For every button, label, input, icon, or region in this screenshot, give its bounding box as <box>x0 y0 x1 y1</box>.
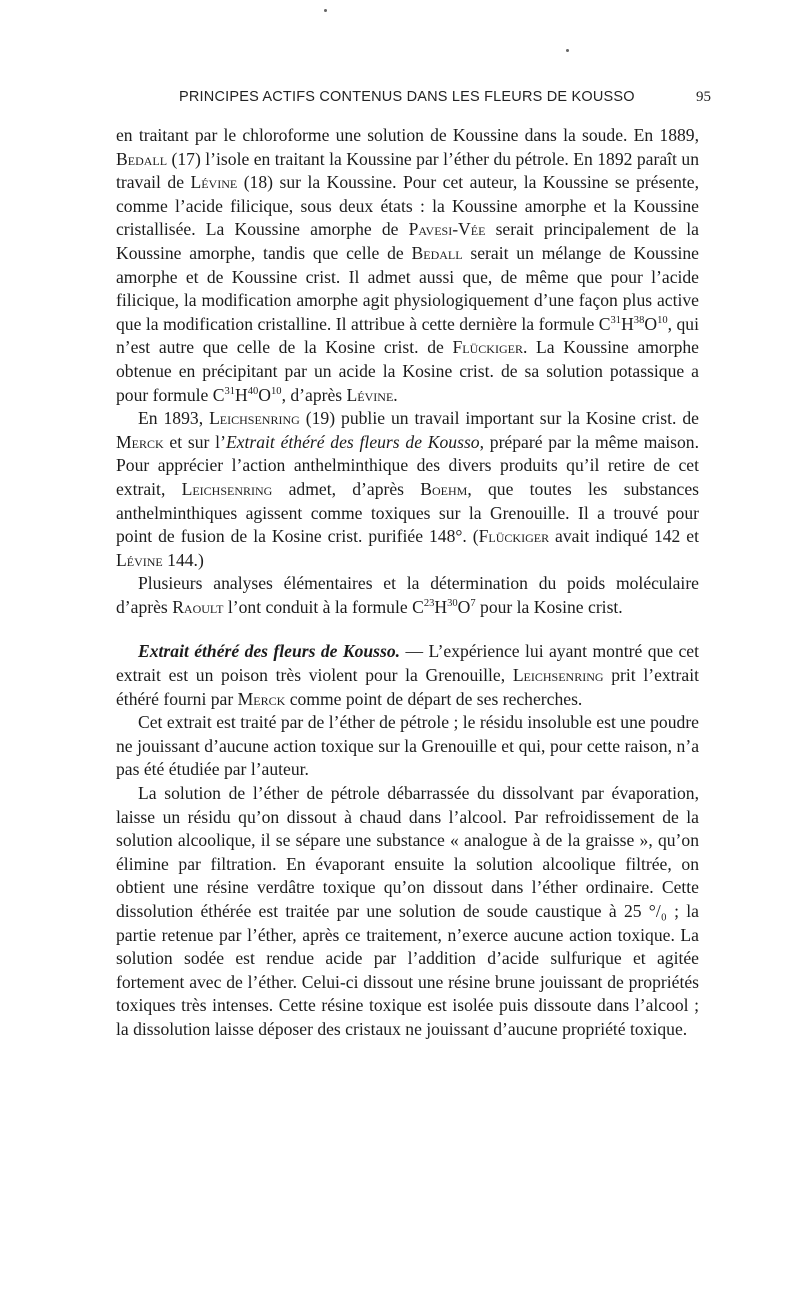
paragraph: En 1893, Leichsenring (19) publie un travail important sur la Kosine crist. de Merck et sur l’Extrait éthéré des fleurs de Kousso, préparé par la même maison. Pour apprécier l’action anthelminthique des divers produits qu’il retire de cet extrait, Leichsenring admet, d’après Boehm, que toutes les substances anthelminthiques agissent comme toxiques sur la Grenouille. Il a trouvé pour point de fusion de la Kosine crist. purifiée 148°. (Flückiger avait indiqué 142 et Lévine 144.) <box>116 408 699 570</box>
formula-subscript: 10 <box>271 385 282 397</box>
author-name: Leichsenring <box>181 478 273 499</box>
author-name: Raoult <box>172 596 224 617</box>
paragraph: Plusieurs analyses élémentaires et la détermination du poids moléculaire d’après Raoult l’ont conduit à la formule $C^{23}H^{30}O^7$ pour la Kosine crist. <box>116 573 699 617</box>
author-name: Merck <box>116 431 164 452</box>
scan-speck <box>566 49 569 52</box>
formula-subscript: 23 <box>423 598 435 610</box>
formula-subscript: 31 <box>610 314 622 326</box>
author-name: Boehm <box>420 478 468 499</box>
author-name: Merck <box>237 688 286 709</box>
author-name: Flückiger <box>452 337 523 358</box>
author-name: Lévine <box>116 549 163 570</box>
author-name: Leichsenring <box>512 665 604 686</box>
author-name: Lévine <box>190 172 238 193</box>
formula-subscript: 10 <box>657 314 668 326</box>
formula-subscript: 40 <box>247 385 259 397</box>
formula-subscript: 31 <box>224 385 236 397</box>
author-name: Lévine <box>346 384 394 405</box>
paragraph: La solution de l’éther de pétrole débarrassée du dissolvant par évaporation, laisse un résidu qu’on dissout à chaud dans l’alcool. Par refroidissement de la solution alcoolique, il se sépare une substance « analogue à de la graisse », qu’on élimine par filtration. En évaporant ensuite la solution alcoolique filtrée, on obtient une résine verdâtre toxique qu’on dissout dans l’éther ordinaire. Cette dissolution éthérée est traitée par une solution de soude caustique à 25 °/₀ ; la partie retenue par l’éther, après ce traitement, n’exerce aucune action toxique. La solution sodée est rendue acide par l’addition d’acide sulfurique et agitée fortement avec de l’éther. Celui-ci dissout une résine brune jouissant de propriétés toxiques très intenses. Cette résine toxique est isolée puis dissoute dans l’alcool ; la dissolution laisse déposer des cristaux ne jouissant d’aucune propriété toxique. <box>116 783 699 1039</box>
paragraph: en traitant par le chloroforme une solution de Koussine dans la soude. En 1889, Bedall (17) l’isole en traitant la Koussine par l’éther du pétrole. En 1892 paraît un travail de Lévine (18) sur la Koussine. Pour cet auteur, la Koussine se présente, comme l’acide filicique, sous deux états : la Koussine amorphe et la Koussine cristallisée. La Koussine amorphe de Pavesi-Vée serait principalement de la Koussine amorphe, tandis que celle de Bedall serait un mélange de Koussine amorphe et de Koussine crist. Il admet aussi que, de même que pour l’acide filicique, la modification amorphe agit physiologiquement d’une façon plus active que la modification cristalline. Il attribue à cette dernière la formule $C^{31}H^{38}O^{10}$, qui n’est autre que celle de la Kosine crist. de Flückiger. La Koussine amorphe obtenue en précipitant par un acide la Kosine crist. de sa solution potassique a pour formule $C^{31}H^{40}O^{10}$, d’après Lévine. <box>116 125 700 405</box>
formula-subscript: 7 <box>470 598 476 610</box>
formula-subscript: 38 <box>633 314 645 326</box>
product-title: Extrait éthéré des fleurs de Kousso <box>225 431 480 452</box>
author-name: Leichsenring <box>209 408 300 429</box>
paragraph: Cet extrait est traité par de l’éther de pétrole ; le résidu insoluble est une poudre ne jouissant d’aucune action toxique sur la Grenouille et qui, pour cette raison, n’a pas été étudiée par l’auteur. <box>116 712 699 780</box>
scan-speck <box>324 9 327 12</box>
author-name: Pavesi-Vée <box>408 219 486 240</box>
section-heading: Extrait éthéré des fleurs de Kousso. <box>138 641 401 662</box>
page-header <box>179 89 711 115</box>
running-head: PRINCIPES ACTIFS CONTENUS DANS LES FLEURS DE KOUSSO <box>179 89 635 105</box>
paragraph: Extrait éthéré des fleurs de Kousso. — L’expérience lui ayant montré que cet extrait est un poison très violent pour la Grenouille, Leichsenring prit l’extrait éthéré fourni par Merck comme point de départ de ses recherches. <box>116 641 700 709</box>
author-name: Bedall <box>411 242 463 263</box>
author-name: Bedall <box>116 148 168 169</box>
author-name: Flückiger <box>478 526 550 547</box>
body-text <box>116 124 699 1042</box>
formula-subscript: 30 <box>447 598 458 610</box>
page-number: 95 <box>696 89 711 105</box>
